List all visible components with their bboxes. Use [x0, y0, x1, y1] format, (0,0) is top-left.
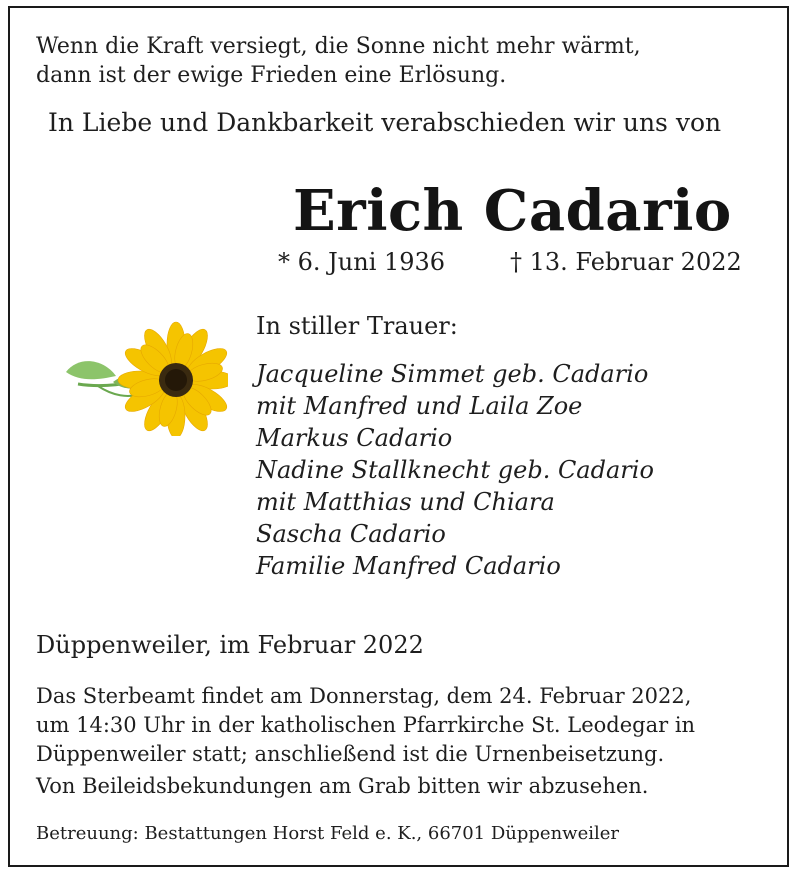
- service-line-2: um 14:30 Uhr in der katholischen Pfarrkirche St. Leodegar in: [36, 713, 696, 737]
- mourners-heading: In stiller Trauer:: [256, 312, 458, 340]
- deceased-name: Erich Cadario: [293, 178, 732, 244]
- place-date: Düppenweiler, im Februar 2022: [36, 631, 424, 659]
- death-date: † 13. Februar 2022: [510, 248, 742, 276]
- service-line-3: Düppenweiler statt; anschließend ist die Urnenbeisetzung.: [36, 742, 665, 766]
- mourner-line: mit Manfred und Laila Zoe: [256, 392, 583, 420]
- mourner-line: mit Matthias und Chiara: [256, 488, 555, 516]
- intro-text: In Liebe und Dankbarkeit verabschieden wir uns von: [48, 108, 722, 137]
- mourner-line: Markus Cadario: [256, 424, 453, 452]
- service-line-1: Das Sterbeamt findet am Donnerstag, dem 24. Februar 2022,: [36, 684, 692, 708]
- mourner-line: Jacqueline Simmet geb. Cadario: [256, 360, 649, 388]
- mourner-line: Sascha Cadario: [256, 520, 446, 548]
- mourner-line: Familie Manfred Cadario: [256, 552, 561, 580]
- mourner-line: Nadine Stallknecht geb. Cadario: [256, 456, 654, 484]
- birth-date: * 6. Juni 1936: [278, 248, 446, 276]
- verse: [36, 32, 641, 90]
- service-info: [36, 682, 695, 769]
- mourners-list: [256, 358, 654, 582]
- sunflower-icon: [58, 306, 228, 436]
- verse-line-2: dann ist der ewige Frieden eine Erlösung.: [36, 63, 507, 88]
- obituary-notice: [8, 6, 789, 867]
- condolences-note: Von Beileidsbekundungen am Grab bitten wir abzusehen.: [36, 774, 649, 798]
- funeral-home-credit: Betreuung: Bestattungen Horst Feld e. K., 66701 Düppenweiler: [36, 823, 620, 844]
- verse-line-1: Wenn die Kraft versiegt, die Sonne nicht mehr wärmt,: [36, 34, 641, 59]
